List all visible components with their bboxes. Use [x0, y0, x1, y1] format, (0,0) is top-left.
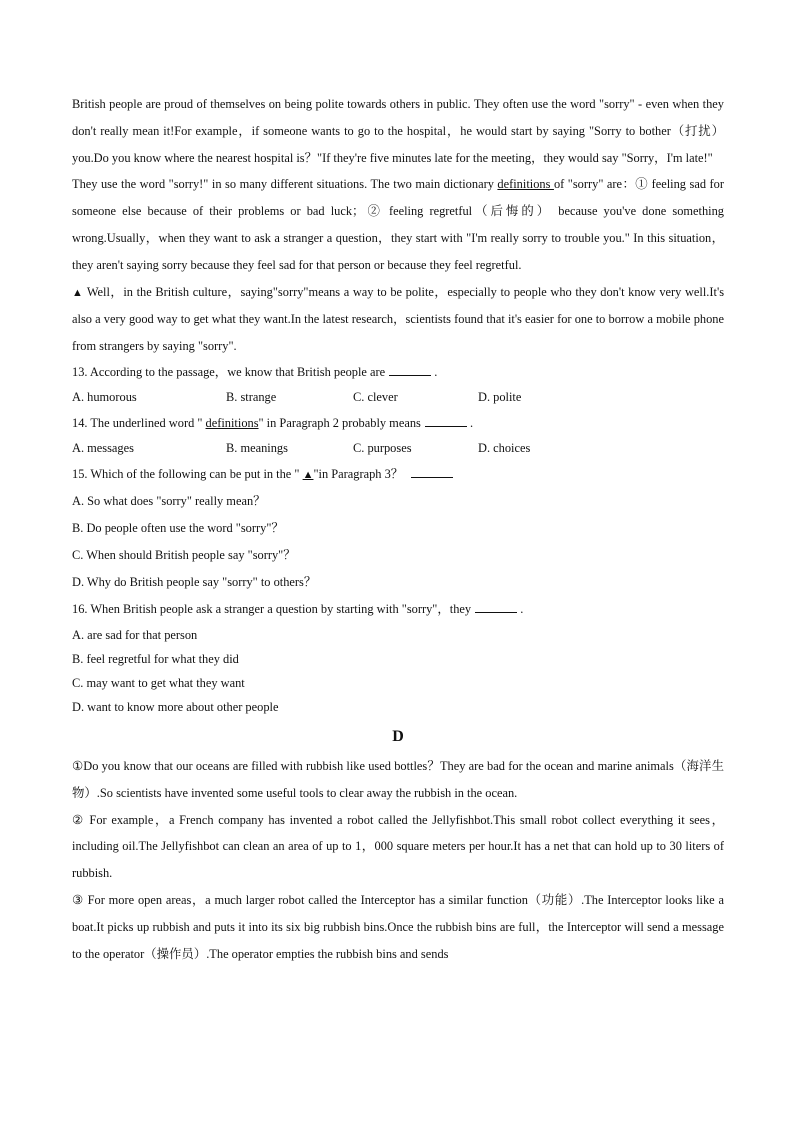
- question-13-end: .: [431, 364, 438, 379]
- option-a: A. humorous: [72, 390, 137, 405]
- section-d-paragraph-1: ①Do you know that our oceans are filled with rubbish like used bottles？They are bad for the ocean and marine animals（海洋生物）.So scientists have invented some useful tools to clear away the rubbish in the ocean.: [72, 758, 724, 800]
- option-c: C. clever: [353, 390, 398, 405]
- section-d-paragraph-2: ② For example，a French company has invented a robot called the Jellyfishbot.This small robot collect everything it sees，including oil.The Jellyfishbot can clean an area of up to 1，000 square meters per hour.It has a net that can hold up to 30 liters of rubbish.: [72, 812, 724, 881]
- question-14-end: .: [466, 415, 474, 430]
- question-16-text: 16. When British people ask a stranger a question by starting with "sorry"，they: [72, 602, 472, 617]
- underlined-word-definitions: definitions: [497, 177, 554, 192]
- passage-paragraph-2-text-b: of "sorry" are：① feeling sad for someone else because of their problems or bad luck；② feeling regretful（后悔的） because you've done something wrong.Usually，when they want to ask a stranger a question，they start with "I'm really sorry to trouble you." In this situation，they aren't saying sorry because they feel sad for that person or because they feel regretful.: [72, 177, 724, 272]
- passage-paragraph-2: [72, 171, 724, 278]
- section-d-heading: D: [392, 727, 404, 745]
- question-16-option-b: B. feel regretful for what they did: [72, 651, 239, 666]
- answer-blank: [389, 363, 431, 376]
- option-b: B. strange: [226, 390, 277, 405]
- section-d-paragraph-3: ③ For more open areas，a much larger robot called the Interceptor has a similar function（功能）.The Interceptor looks like a boat.It picks up rubbish and puts it into its six big rubbish bins.Once the rubbish bins are full，the Interceptor will send a message to the operator（操作员）.The operator empties the rubbish bins and sends: [72, 892, 724, 961]
- option-d: D. choices: [478, 441, 531, 456]
- triangle-marker: ▲: [72, 286, 84, 299]
- passage-paragraph-3-text: Well，in the British culture，saying"sorry"means a way to be polite，especially to people who they don't know very well.It's also a very good way to get what they want.In the latest research，scientists found that it's easier for one to borrow a mobile phone from strangers by saying "sorry".: [72, 284, 725, 354]
- question-13-options: [72, 385, 724, 411]
- passage-paragraph-3: [72, 279, 724, 360]
- exam-page: [72, 91, 724, 967]
- option-b: B. meanings: [226, 441, 288, 456]
- question-14-text-a: 14. The underlined word ": [72, 415, 206, 430]
- option-a: A. messages: [72, 441, 134, 456]
- answer-blank: [475, 600, 517, 613]
- question-15-option-a: A. So what does "sorry" really mean？: [72, 494, 266, 509]
- question-16-option-d: D. want to know more about other people: [72, 699, 279, 714]
- triangle-marker: ▲: [302, 468, 314, 481]
- question-16-end: .: [517, 602, 524, 617]
- passage-paragraph-2-text-a: They use the word "sorry!" in so many different situations. The two main dictionary: [72, 177, 498, 192]
- question-16: [72, 596, 724, 623]
- option-c: C. purposes: [353, 441, 412, 456]
- answer-blank: [411, 465, 453, 478]
- question-13: [72, 360, 724, 386]
- option-d: D. polite: [478, 390, 522, 405]
- question-15-text-a: 15. Which of the following can be put in the ": [72, 466, 303, 481]
- question-14-options: [72, 436, 724, 462]
- question-15: [72, 462, 724, 489]
- question-15-option-c: C. When should British people say "sorry"？: [72, 548, 296, 563]
- question-14: [72, 411, 724, 437]
- question-15-option-d: D. Why do British people say "sorry" to others？: [72, 575, 317, 590]
- question-13-text: 13. According to the passage，we know that British people are: [72, 364, 386, 379]
- passage-paragraph-1: British people are proud of themselves on being polite towards others in public. They often use the word "sorry" - even when they don't really mean it!For example，if someone wants to go to the hospital，he would start by saying "Sorry to bother（打扰） you.Do you know where the nearest hospital is？"If they're five minutes late for the meeting，they would say "Sorry，I'm late!": [72, 97, 724, 165]
- question-16-option-c: C. may want to get what they want: [72, 675, 245, 690]
- question-16-option-a: A. are sad for that person: [72, 627, 198, 642]
- question-14-underlined-word: definitions: [205, 415, 259, 430]
- question-15-text-b: "in Paragraph 3？: [313, 466, 404, 481]
- question-14-text-b: " in Paragraph 2 probably means: [258, 415, 421, 430]
- answer-blank: [425, 414, 467, 427]
- question-15-option-b: B. Do people often use the word "sorry"？: [72, 521, 284, 536]
